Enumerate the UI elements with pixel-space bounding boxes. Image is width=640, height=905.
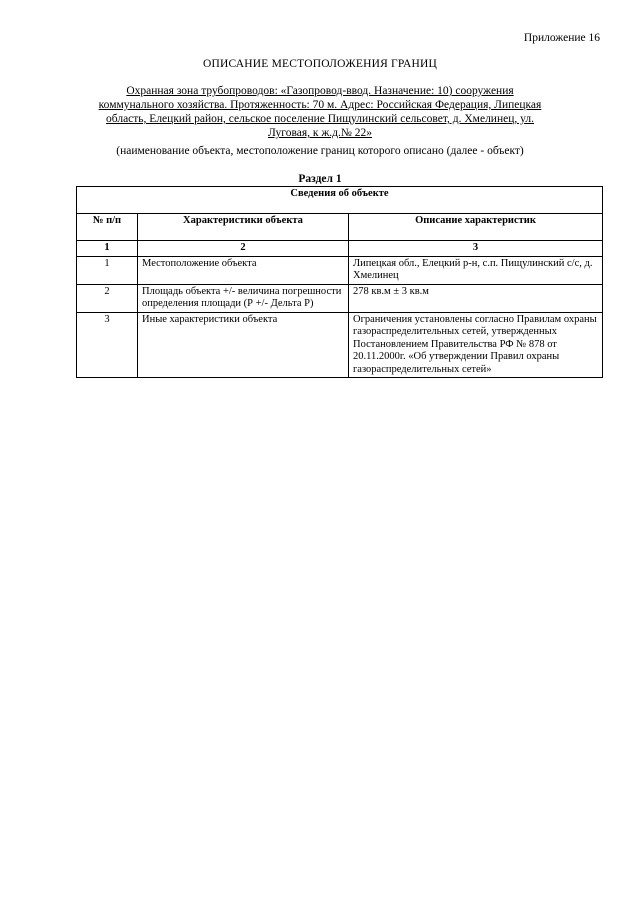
row-description: Ограничения установлены согласно Правилам охраны газораспределительных сетей, утвержденных Постановлением Правительства РФ № 878 от 20.11.2000г. «Об утверждении Правил охраны газораспределительных сетей» [349, 312, 603, 378]
table-row [77, 312, 603, 378]
column-number: 2 [138, 241, 349, 257]
appendix-label: Приложение 16 [523, 32, 600, 44]
column-header-characteristic: Характеристики объекта [138, 214, 349, 241]
column-number: 1 [77, 241, 138, 257]
column-number-row [77, 241, 603, 257]
table-header-row [77, 214, 603, 241]
section-title: Раздел 1 [298, 173, 342, 185]
row-description: Липецкая обл., Елецкий р-н, с.п. Пищулинский с/с, д. Хмелинец [349, 256, 603, 284]
object-info-table [76, 186, 603, 378]
object-description-line: Охранная зона трубопроводов: «Газопровод-ввод. Назначение: 10) сооружения [126, 85, 514, 97]
object-description-line: область, Елецкий район, сельское поселение Пищулинский сельсовет, д. Хмелинец, ул. [106, 113, 534, 125]
object-description [80, 84, 560, 140]
table-caption-row [77, 187, 603, 214]
table-row [77, 256, 603, 284]
row-number: 3 [77, 312, 138, 378]
table-row [77, 284, 603, 312]
row-number: 2 [77, 284, 138, 312]
row-characteristic: Иные характеристики объекта [138, 312, 349, 378]
object-description-line: Луговая, к ж.д.№ 22» [268, 127, 372, 139]
row-number: 1 [77, 256, 138, 284]
table-caption: Сведения об объекте [77, 187, 603, 214]
row-characteristic: Местоположение объекта [138, 256, 349, 284]
object-caption: (наименование объекта, местоположение границ которого описано (далее - объект) [116, 145, 524, 157]
row-characteristic: Площадь объекта +/- величина погрешности определения площади (Р +/- Дельта Р) [138, 284, 349, 312]
column-number: 3 [349, 241, 603, 257]
object-description-line: коммунального хозяйства. Протяженность: 70 м. Адрес: Российская Федерация, Липецкая [98, 99, 542, 111]
row-description: 278 кв.м ± 3 кв.м [349, 284, 603, 312]
column-header-description: Описание характеристик [349, 214, 603, 241]
document-title: ОПИСАНИЕ МЕСТОПОЛОЖЕНИЯ ГРАНИЦ [202, 58, 438, 70]
column-header-number: № п/п [77, 214, 138, 241]
